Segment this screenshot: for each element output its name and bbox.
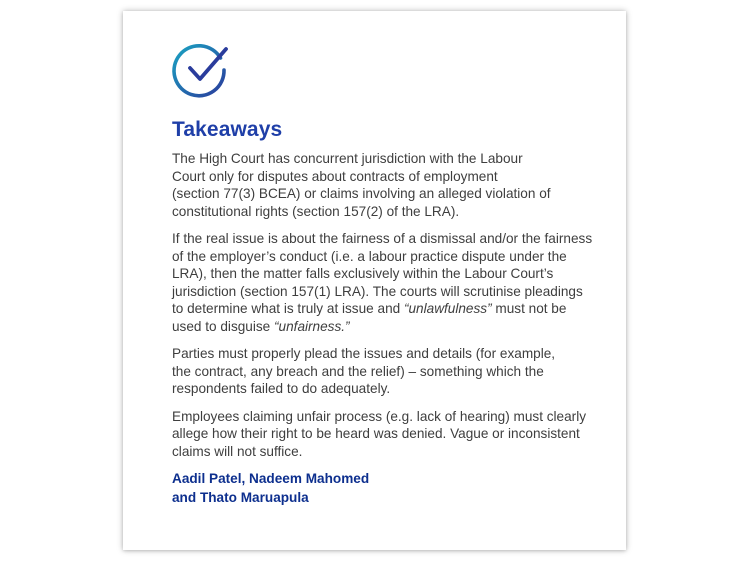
text-fragment: used to disguise <box>172 318 275 334</box>
paragraph-concurrent-jurisdiction <box>172 150 602 220</box>
text-line: The High Court has concurrent jurisdiction with the Labour <box>172 151 523 166</box>
authors-line: and Thato Maruapula <box>172 490 309 505</box>
takeaways-body <box>172 150 602 470</box>
text-line: Court only for disputes about contracts of employment <box>172 168 498 184</box>
paragraph-fairness-issue <box>172 230 602 335</box>
text-line: constitutional rights (section 157(2) of the LRA). <box>172 203 460 219</box>
text-line: claims will not suffice. <box>172 443 303 459</box>
text-line: Employees claiming unfair process (e.g. lack of hearing) must clearly <box>172 408 587 424</box>
paragraph-unfair-process <box>172 408 602 461</box>
paragraph-pleading-requirements <box>172 345 602 398</box>
circle-check-icon <box>170 40 230 100</box>
text-fragment: to determine what is truly at issue and <box>172 301 404 316</box>
text-line: If the real issue is about the fairness of a dismissal and/or the fairness <box>172 231 593 246</box>
text-line: respondents failed to do adequately. <box>172 381 391 396</box>
text-line: LRA), then the matter falls exclusively within the Labour Court’s <box>172 266 554 281</box>
emphasis-unfairness: “unfairness.” <box>274 318 350 334</box>
text-line: Parties must properly plead the issues and details (for example, <box>172 346 556 361</box>
takeaways-card <box>123 11 626 550</box>
emphasis-unlawfulness: “unlawfulness” <box>403 301 492 316</box>
text-line: the contract, any breach and the relief) – something which the <box>172 363 544 379</box>
authors-byline <box>172 469 492 507</box>
text-line: (section 77(3) BCEA) or claims involving an alleged violation of <box>172 186 551 201</box>
authors-line: Aadil Patel, Nadeem Mahomed <box>172 471 370 486</box>
text-line: jurisdiction (section 157(1) LRA). The courts will scrutinise pleadings <box>172 283 583 299</box>
text-line: of the employer’s conduct (i.e. a labour practice dispute under the <box>172 248 567 264</box>
text-fragment: must not be <box>491 301 567 316</box>
card-title: Takeaways <box>172 118 283 141</box>
text-line: allege how their right to be heard was denied. Vague or inconsistent <box>172 426 580 441</box>
